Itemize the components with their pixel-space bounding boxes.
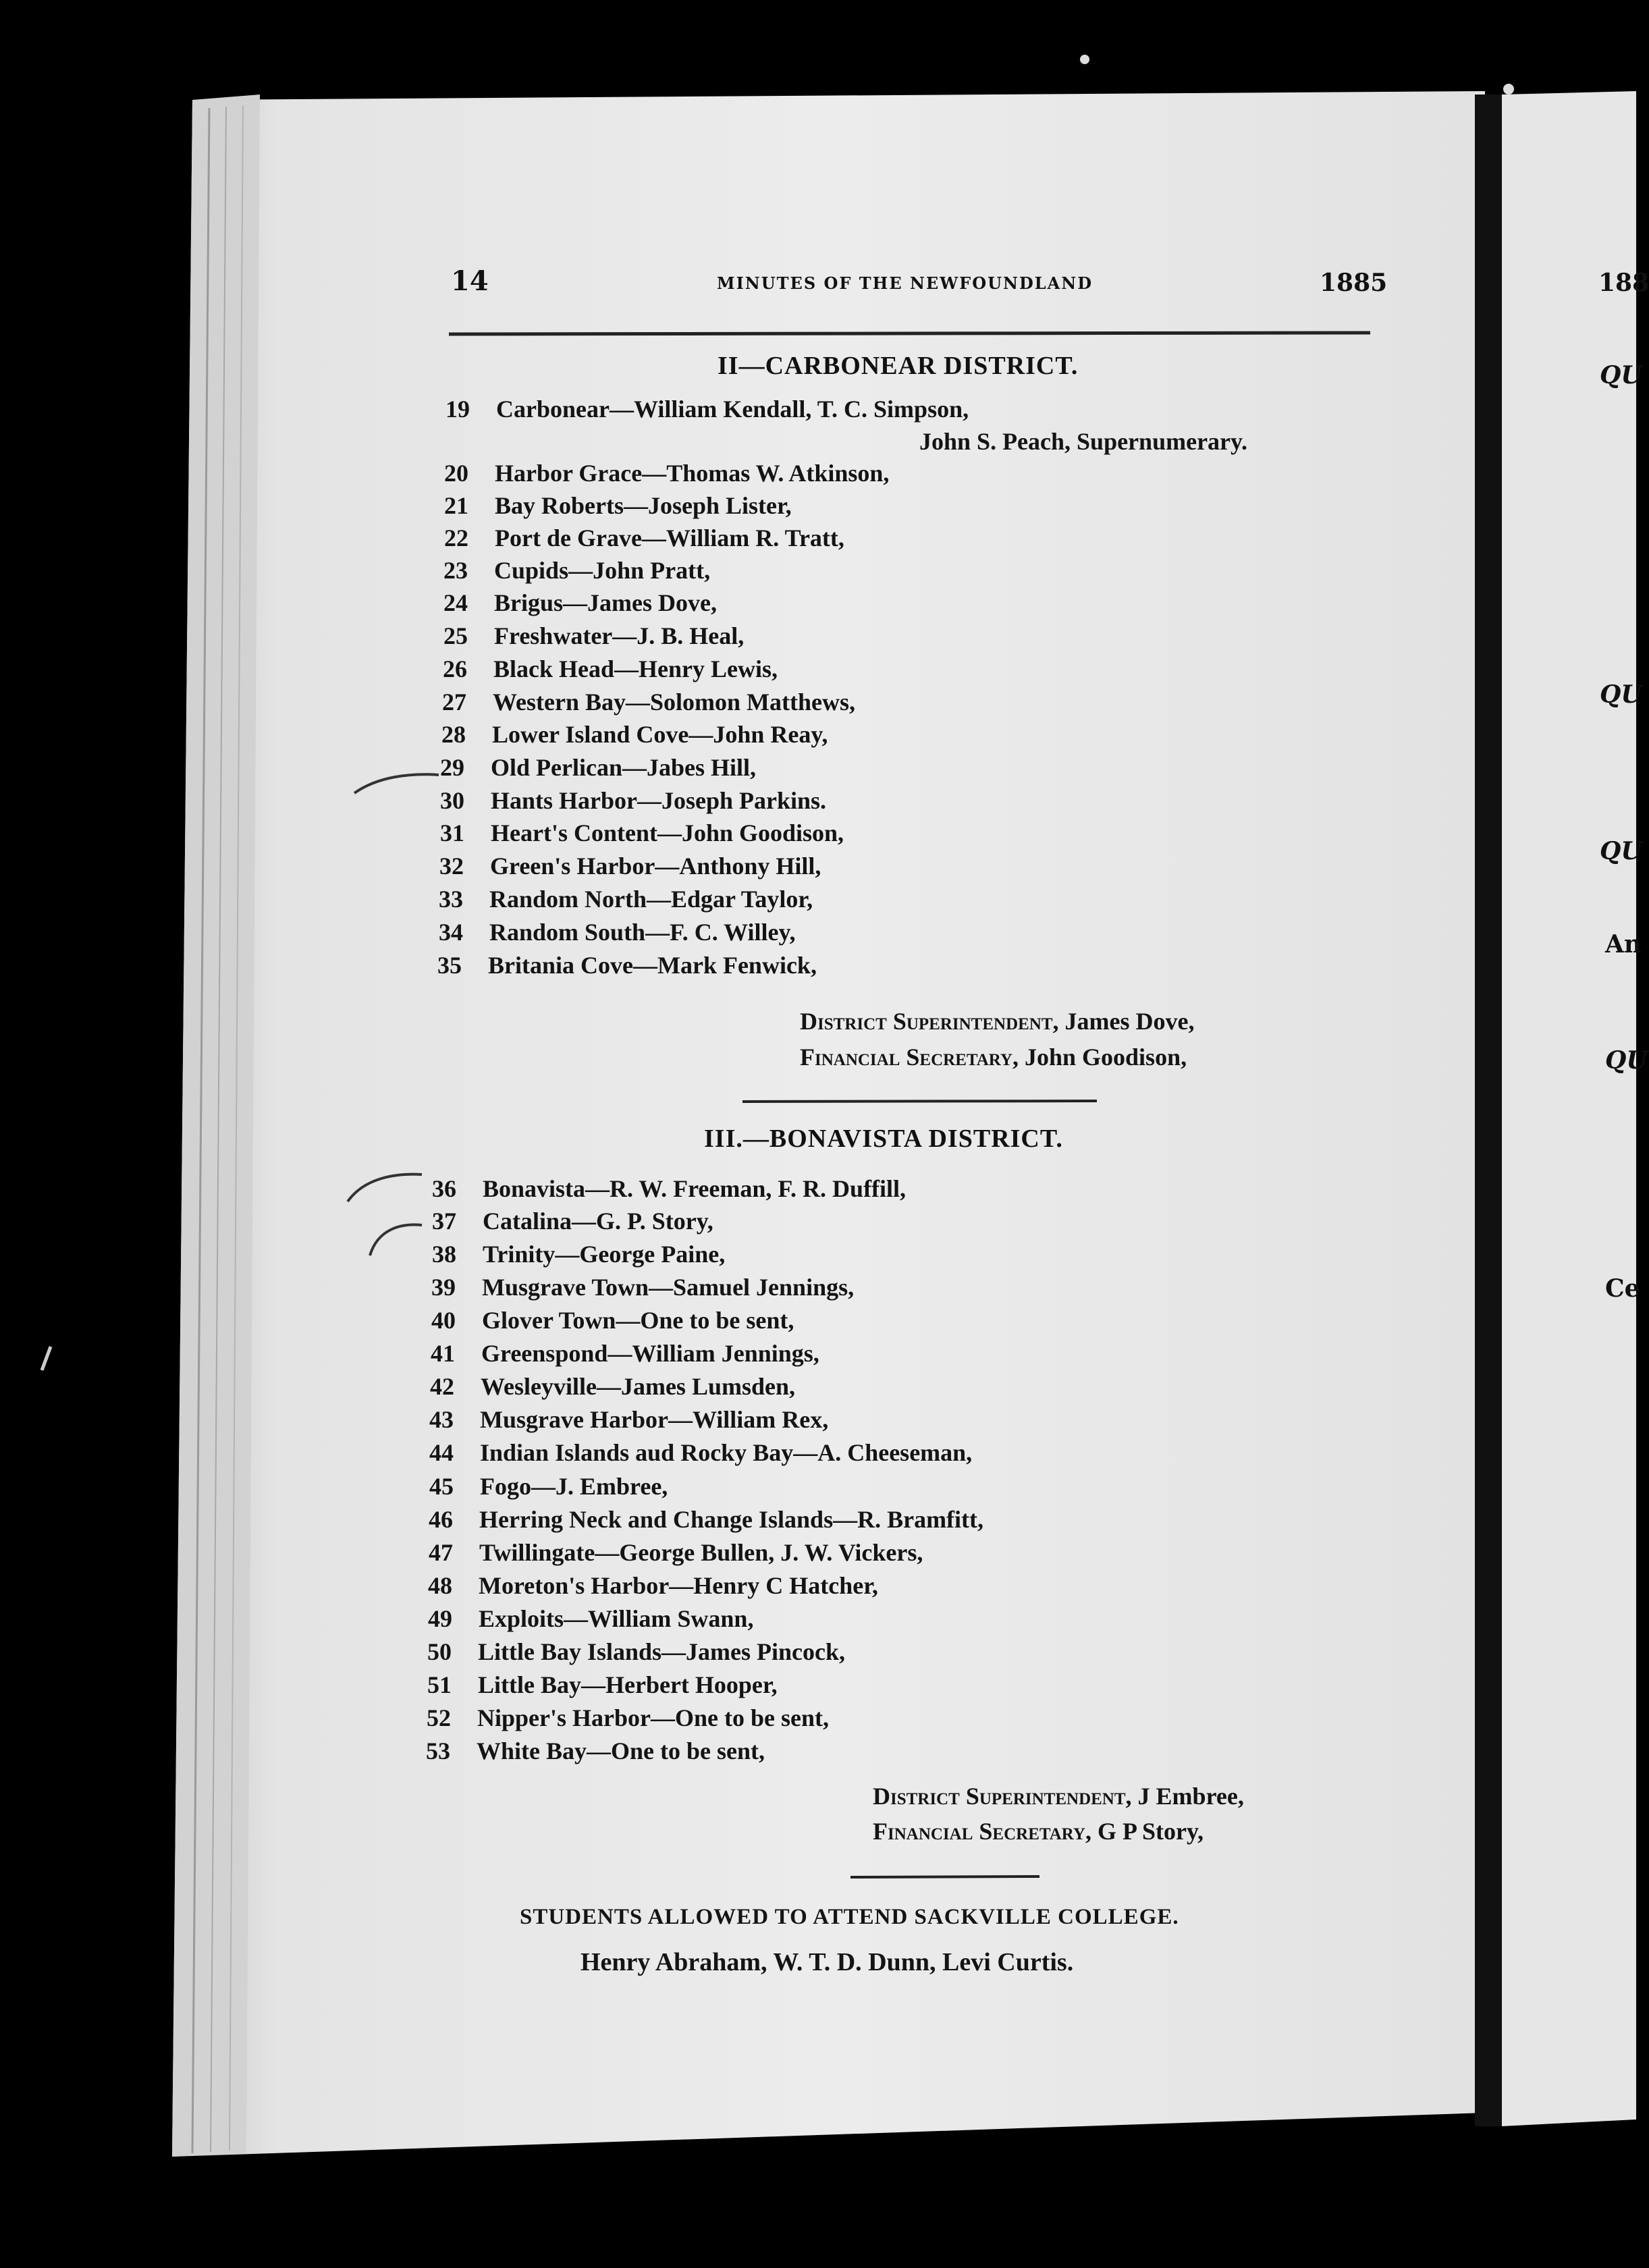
secretary-name: G P Story,	[1097, 1818, 1204, 1845]
circuit-entry: Little Bay—Herbert Hooper,	[478, 1671, 778, 1698]
circuit-entry: Random South—F. C. Willey,	[489, 919, 796, 946]
circuit-number: 45	[429, 1473, 454, 1500]
superintendent-label: District Superintendent,	[800, 1008, 1059, 1035]
facing-page-year: 188	[1598, 269, 1649, 297]
superintendent-name: J Embree,	[1137, 1783, 1244, 1810]
students-heading: STUDENTS ALLOWED TO ATTEND SACKVILLE COLLEGE.	[520, 1905, 1179, 1929]
circuit-entry: Little Bay Islands—James Pincock,	[478, 1638, 846, 1665]
superintendent-name: James Dove,	[1064, 1008, 1195, 1035]
circuit-number: 34	[439, 919, 463, 946]
circuit-number: 19	[445, 396, 470, 423]
secretary-name: John Goodison,	[1024, 1044, 1187, 1071]
circuit-number: 26	[443, 655, 467, 682]
circuit-entry: Western Bay—Solomon Matthews,	[493, 688, 855, 716]
page-number: 14	[451, 265, 489, 297]
circuit-entry: Old Perlican—Jabes Hill,	[491, 754, 756, 781]
circuit-entry: Carbonear—William Kendall, T. C. Simpson,	[496, 396, 969, 423]
circuit-number: 52	[427, 1704, 451, 1731]
bonavista-superintendent	[873, 1782, 1244, 1810]
circuit-number: 25	[443, 622, 468, 649]
circuit-number: 32	[439, 853, 464, 880]
circuit-entry: Twillingate—George Bullen, J. W. Vickers,	[479, 1539, 923, 1566]
facing-page-fragment: QU	[1600, 361, 1642, 389]
supernumerary-continuation: John S. Peach, Supernumerary.	[919, 428, 1248, 455]
circuit-number: 39	[431, 1274, 456, 1301]
facing-page-fragment: QU	[1600, 680, 1642, 709]
bonavista-secretary	[873, 1817, 1204, 1845]
circuit-entry: Hants Harbor—Joseph Parkins.	[491, 787, 827, 814]
circuit-number: 21	[444, 492, 468, 519]
facing-page-fragment: Ce	[1605, 1274, 1640, 1303]
circuit-entry: Heart's Content—John Goodison,	[491, 819, 844, 846]
bonavista-district-title: III.—BONAVISTA DISTRICT.	[704, 1125, 1063, 1153]
page-year: 1885	[1320, 269, 1388, 297]
circuit-entry: Cupids—John Pratt,	[494, 557, 711, 584]
circuit-entry: Catalina—G. P. Story,	[483, 1208, 713, 1235]
carbonear-superintendent	[800, 1007, 1195, 1035]
circuit-entry: Harbor Grace—Thomas W. Atkinson,	[495, 460, 890, 487]
circuit-number: 35	[437, 952, 462, 979]
circuit-entry: Musgrave Town—Samuel Jennings,	[482, 1274, 855, 1301]
binding-gutter	[1475, 94, 1502, 2126]
running-title: MINUTES OF THE NEWFOUNDLAND	[717, 273, 1093, 293]
facing-page	[1502, 91, 1636, 2126]
circuit-entry: Musgrave Harbor—William Rex,	[480, 1406, 829, 1433]
superintendent-label: District Superintendent,	[873, 1783, 1132, 1810]
circuit-number: 49	[428, 1605, 452, 1632]
circuit-entry: Green's Harbor—Anthony Hill,	[490, 853, 821, 880]
circuit-number: 47	[429, 1539, 453, 1566]
circuit-entry: Moreton's Harbor—Henry C Hatcher,	[479, 1572, 878, 1599]
circuit-number: 24	[443, 589, 468, 616]
circuit-entry: Glover Town—One to be sent,	[482, 1307, 794, 1334]
circuit-entry: Nipper's Harbor—One to be sent,	[477, 1704, 829, 1731]
circuit-number: 36	[432, 1175, 456, 1202]
circuit-number: 50	[427, 1638, 452, 1665]
circuit-number: 29	[440, 754, 464, 781]
circuit-number: 43	[429, 1406, 454, 1433]
circuit-number: 48	[428, 1572, 452, 1599]
facing-page-fragment: QU	[1605, 1046, 1648, 1075]
circuit-number: 40	[431, 1307, 456, 1334]
circuit-entry: Indian Islands aud Rocky Bay—A. Cheeseman,	[480, 1439, 973, 1466]
circuit-entry: Trinity—George Paine,	[483, 1241, 726, 1268]
secretary-label: Financial Secretary,	[800, 1044, 1019, 1071]
circuit-number: 20	[444, 460, 468, 487]
students-names: Henry Abraham, W. T. D. Dunn, Levi Curtis.	[580, 1948, 1074, 1976]
circuit-number: 38	[432, 1241, 456, 1268]
circuit-entry: Wesleyville—James Lumsden,	[481, 1373, 795, 1400]
carbonear-district-title: II—CARBONEAR DISTRICT.	[718, 352, 1079, 380]
circuit-entry: Random North—Edgar Taylor,	[489, 886, 813, 913]
circuit-entry: Greenspond—William Jennings,	[481, 1340, 819, 1367]
circuit-number: 44	[429, 1439, 454, 1466]
circuit-number: 41	[431, 1340, 455, 1367]
circuit-entry: Brigus—James Dove,	[494, 589, 717, 616]
circuit-number: 31	[440, 819, 464, 846]
circuit-number: 42	[430, 1373, 454, 1400]
circuit-entry: White Bay—One to be sent,	[477, 1737, 765, 1764]
circuit-entry: Freshwater—J. B. Heal,	[494, 622, 745, 649]
circuit-entry: Fogo—J. Embree,	[480, 1473, 668, 1500]
facing-page-fragment: An	[1605, 930, 1642, 959]
circuit-number: 23	[443, 557, 468, 584]
facing-page-fragment: QU	[1600, 837, 1642, 865]
circuit-number: 28	[441, 721, 466, 748]
circuit-number: 27	[442, 688, 466, 716]
circuit-number: 37	[432, 1208, 456, 1235]
carbonear-secretary	[800, 1043, 1187, 1071]
circuit-entry: Lower Island Cove—John Reay,	[492, 721, 828, 748]
circuit-entry: Exploits—William Swann,	[479, 1605, 754, 1632]
circuit-entry: Bay Roberts—Joseph Lister,	[495, 492, 792, 519]
circuit-entry: Bonavista—R. W. Freeman, F. R. Duffill,	[483, 1175, 907, 1202]
circuit-entry: Britania Cove—Mark Fenwick,	[488, 952, 817, 979]
circuit-entry: Port de Grave—William R. Tratt,	[495, 524, 844, 551]
circuit-number: 53	[426, 1737, 450, 1764]
circuit-number: 33	[439, 886, 463, 913]
circuit-number: 30	[440, 787, 464, 814]
circuit-number: 46	[429, 1506, 453, 1533]
secretary-label: Financial Secretary,	[873, 1818, 1091, 1845]
circuit-number: 51	[427, 1671, 452, 1698]
circuit-entry: Black Head—Henry Lewis,	[493, 655, 778, 682]
circuit-number: 22	[444, 524, 468, 551]
circuit-entry: Herring Neck and Change Islands—R. Bramfitt,	[479, 1506, 984, 1533]
